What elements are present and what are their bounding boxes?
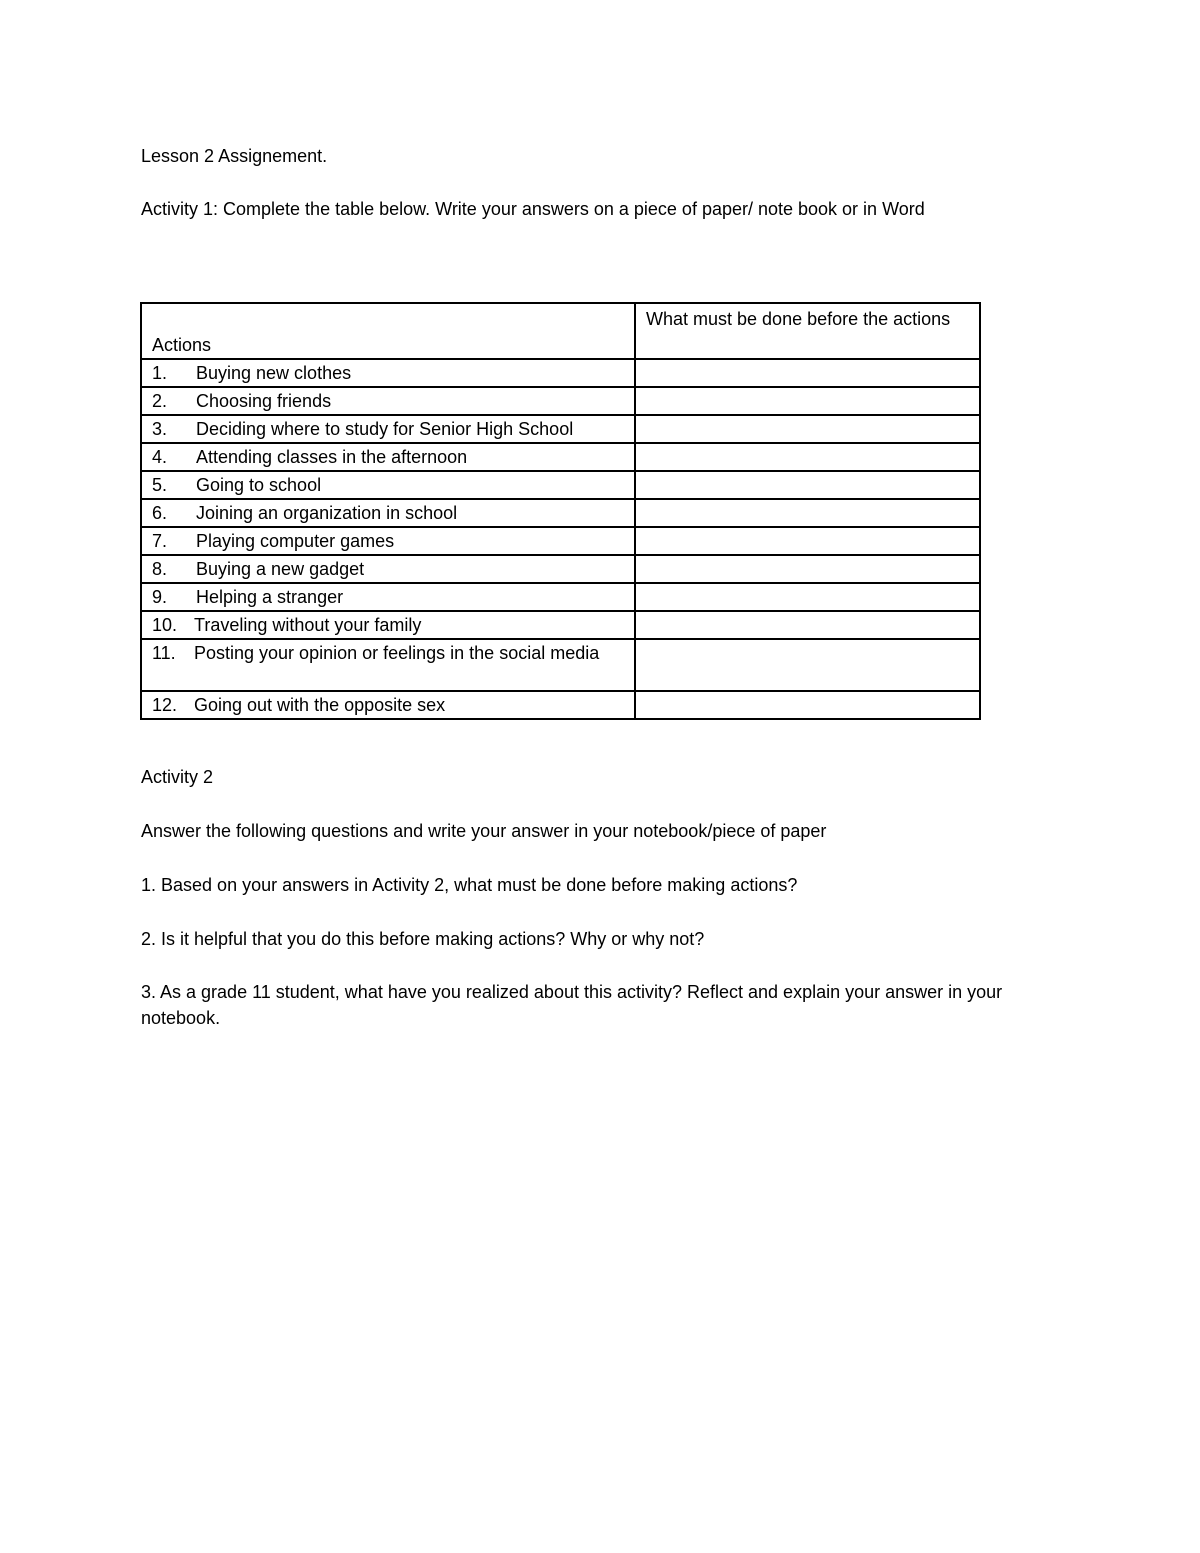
row-number: 11. [152, 643, 176, 663]
row-number: 1. [152, 363, 168, 383]
table-row [141, 691, 980, 719]
header-actions: Actions [141, 303, 635, 359]
answer-cell [635, 583, 980, 611]
answer-cell [635, 415, 980, 443]
row-number: 4. [152, 447, 168, 467]
action-cell [141, 499, 635, 527]
row-number: 8. [152, 559, 168, 579]
row-number: 7. [152, 531, 168, 551]
answer-cell [635, 471, 980, 499]
table-row [141, 639, 980, 691]
activity2-intro: Answer the following questions and write your answer in your notebook/piece of paper [141, 821, 827, 841]
action-cell [141, 443, 635, 471]
action-text: Posting your opinion or feelings in the social media [194, 643, 600, 663]
answer-cell [635, 691, 980, 719]
answer-cell [635, 555, 980, 583]
row-number: 12. [152, 695, 178, 715]
row-number: 2. [152, 391, 168, 411]
action-cell [141, 471, 635, 499]
table-row [141, 415, 980, 443]
table-row [141, 611, 980, 639]
activity1-instruction: Activity 1: Complete the table below. Write your answers on a piece of paper/ note book or in Word [141, 199, 925, 219]
action-text: Going to school [196, 475, 322, 495]
document-title: Lesson 2 Assignement. [141, 146, 328, 166]
row-number: 3. [152, 419, 168, 439]
action-text: Traveling without your family [194, 615, 422, 635]
action-text: Going out with the opposite sex [194, 695, 446, 715]
answer-cell [635, 611, 980, 639]
action-cell [141, 555, 635, 583]
row-number: 10. [152, 615, 178, 635]
row-number: 5. [152, 475, 168, 495]
action-text: Choosing friends [196, 391, 332, 411]
table-row [141, 387, 980, 415]
activity2-heading: Activity 2 [141, 767, 214, 787]
answer-cell [635, 499, 980, 527]
action-cell [141, 527, 635, 555]
action-cell [141, 387, 635, 415]
row-number: 6. [152, 503, 168, 523]
action-cell [141, 415, 635, 443]
action-text: Deciding where to study for Senior High School [196, 419, 574, 439]
action-text: Joining an organization in school [196, 503, 458, 523]
answer-cell [635, 527, 980, 555]
table-row [141, 359, 980, 387]
action-cell [141, 611, 635, 639]
table-row [141, 443, 980, 471]
table-row [141, 527, 980, 555]
action-cell [141, 691, 635, 719]
answer-cell [635, 359, 980, 387]
action-text: Playing computer games [196, 531, 395, 551]
row-number: 9. [152, 587, 168, 607]
table-row [141, 499, 980, 527]
action-text: Attending classes in the afternoon [196, 447, 468, 467]
question-1: 1. Based on your answers in Activity 2, what must be done before making actions? [141, 875, 798, 895]
action-text: Buying a new gadget [196, 559, 365, 579]
question-2: 2. Is it helpful that you do this before making actions? Why or why not? [141, 929, 705, 949]
table-row [141, 583, 980, 611]
table-row [141, 555, 980, 583]
answer-cell [635, 639, 980, 691]
question-3: 3. As a grade 11 student, what have you realized about this activity? Reflect and explain your answer in your notebook. [141, 982, 1003, 1028]
action-cell [141, 639, 635, 691]
actions-table [140, 302, 981, 720]
header-what-must-be-done: What must be done before the actions [635, 303, 980, 359]
action-cell [141, 583, 635, 611]
table-header-row [141, 303, 980, 359]
answer-cell [635, 443, 980, 471]
action-text: Buying new clothes [196, 363, 352, 383]
answer-cell [635, 387, 980, 415]
table-row [141, 471, 980, 499]
action-text: Helping a stranger [196, 587, 344, 607]
action-cell [141, 359, 635, 387]
